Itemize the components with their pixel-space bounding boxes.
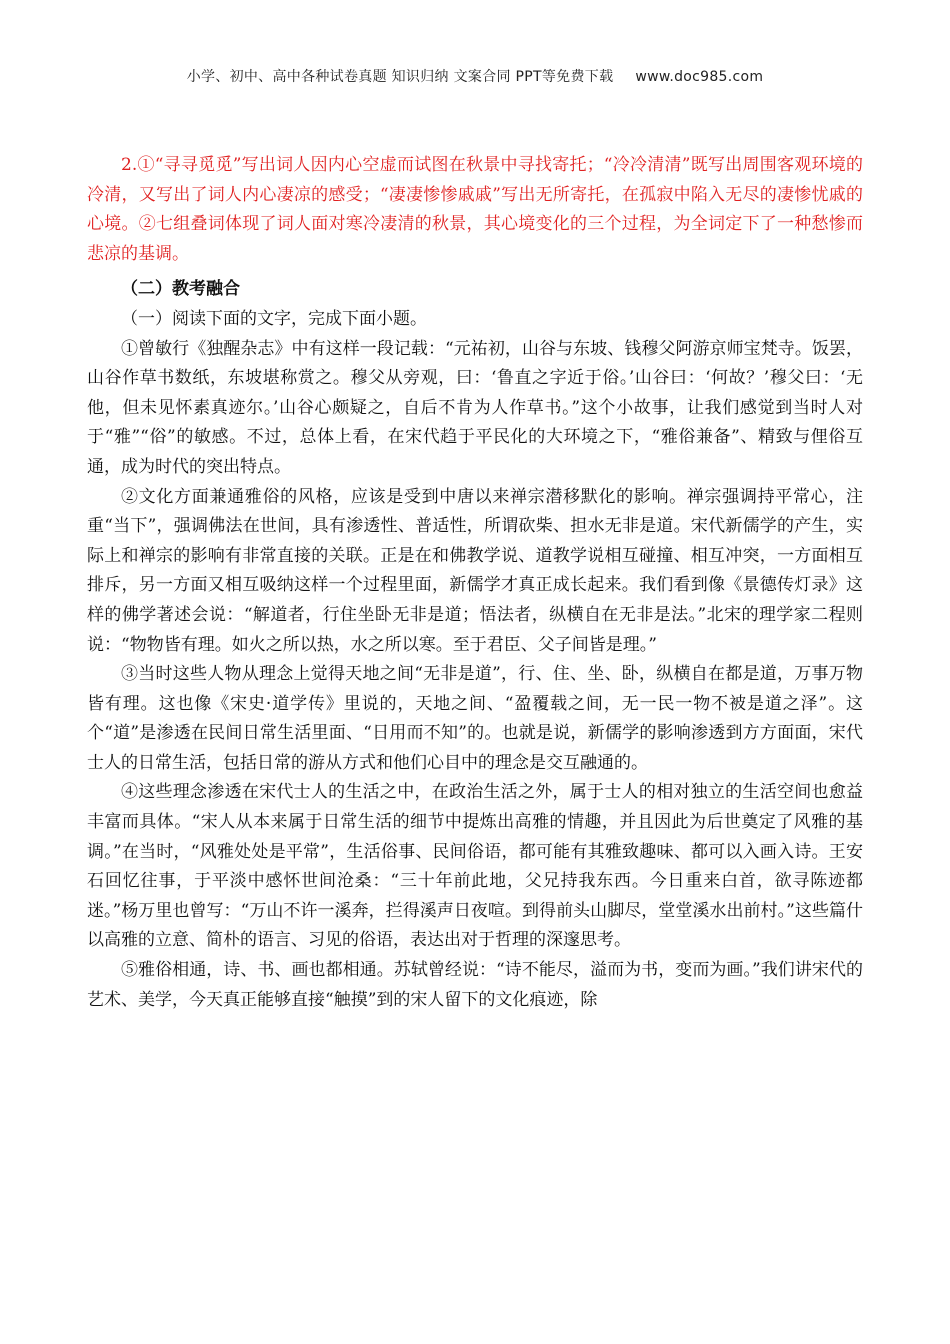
answer-paragraph: 2.①“寻寻觅觅”写出词人因内心空虚而试图在秋景中寻找寄托；“冷冷清清”既写出周围客观环境的冷清，又写出了词人内心凄凉的感受；“凄凄惨惨戚戚”写出无所寄托，在孤寂中陷入无尽的凄惨忧戚的心境。②七组叠词体现了词人面对寒冷凄清的秋景，其心境变化的三个过程，为全词定下了一种愁惨而悲凉的基调。 (87, 155, 863, 264)
body-paragraph-5: ⑤雅俗相通，诗、书、画也都相通。苏轼曾经说：“诗不能尽，溢而为书，变而为画。”我们讲宋代的艺术、美学，今天真正能够直接“触摸”到的宋人留下的文化痕迹，除 (87, 960, 863, 1010)
header-site-link[interactable]: www.doc985.com (635, 69, 764, 85)
body-paragraph-2: ②文化方面兼通雅俗的风格，应该是受到中唐以来禅宗潜移默化的影响。禅宗强调持平常心，注重“当下”，强调佛法在世间，具有渗透性、普适性，所谓砍柴、担水无非是道。宋代新儒学的产生，实际上和禅宗的影响有非常直接的关联。正是在和佛教学说、道教学说相互碰撞、相互冲突，一方面相互排斥，另一方面又相互吸纳这样一个过程里面，新儒学才真正成长起来。我们看到像《景德传灯录》这样的佛学著述会说：“解道者，行住坐卧无非是道；悟法者，纵横自在无非是法。”北宋的理学家二程则说：“物物皆有理。如火之所以热，水之所以寒。至于君臣、父子间皆是理。” (87, 486, 863, 655)
header-text: 小学、初中、高中各种试卷真题 知识归纳 文案合同 PPT等免费下载 (186, 69, 614, 85)
body-paragraph-3: ③当时这些人物从理念上觉得天地之间“无非是道”，行、住、坐、卧，纵横自在都是道，万事万物皆有理。这也像《宋史·道学传》里说的，天地之间、“盈覆载之间，无一民一物不被是道之泽”。这个“道”是渗透在民间日常生活里面、“日用而不知”的。也就是说，新儒学的影响渗透到方方面面，宋代士人的日常生活，包括日常的游从方式和他们心目中的理念是交互融通的。 (87, 664, 863, 773)
document-body (87, 151, 863, 1015)
body-paragraph-1: ①曾敏行《独醒杂志》中有这样一段记载：“元祐初，山谷与东坡、钱穆父阿游京师宝梵寺。饭罢，山谷作草书数纸，东坡堪称赏之。穆父从旁观，曰：‘鲁直之字近于俗。’山谷曰：‘何故？’穆父曰：‘无他，但未见怀素真迹尔。’山谷心颇疑之，自后不肯为人作草书。”这个小故事，让我们感觉到当时人对于“雅”“俗”的敏感。不过，总体上看，在宋代趋于平民化的大环境之下，“雅俗兼备”、精致与俚俗互通，成为时代的突出特点。 (87, 338, 863, 477)
reading-instruction: （一）阅读下面的文字，完成下面小题。 (121, 308, 427, 329)
page-header (0, 66, 950, 86)
body-paragraph-4: ④这些理念渗透在宋代士人的生活之中，在政治生活之外，属于士人的相对独立的生活空间也愈益丰富而具体。“宋人从本来属于日常生活的细节中提炼出高雅的情趣，并且因此为后世奠定了风雅的基调。”在当时，“风雅处处是平常”，生活俗事、民间俗语，都可能有其雅致趣味、都可以入画入诗。王安石回忆往事，于平淡中感怀世间沧桑：“三十年前此地，父兄持我东西。今日重来白首，欲寻陈迹都迷。”杨万里也曾写：“万山不许一溪奔，拦得溪声日夜喧。到得前头山脚尽，堂堂溪水出前村。”这些篇什以高雅的立意、简朴的语言、习见的俗语，表达出对于哲理的深邃思考。 (87, 782, 863, 951)
section-title: （二）教考融合 (121, 279, 240, 300)
